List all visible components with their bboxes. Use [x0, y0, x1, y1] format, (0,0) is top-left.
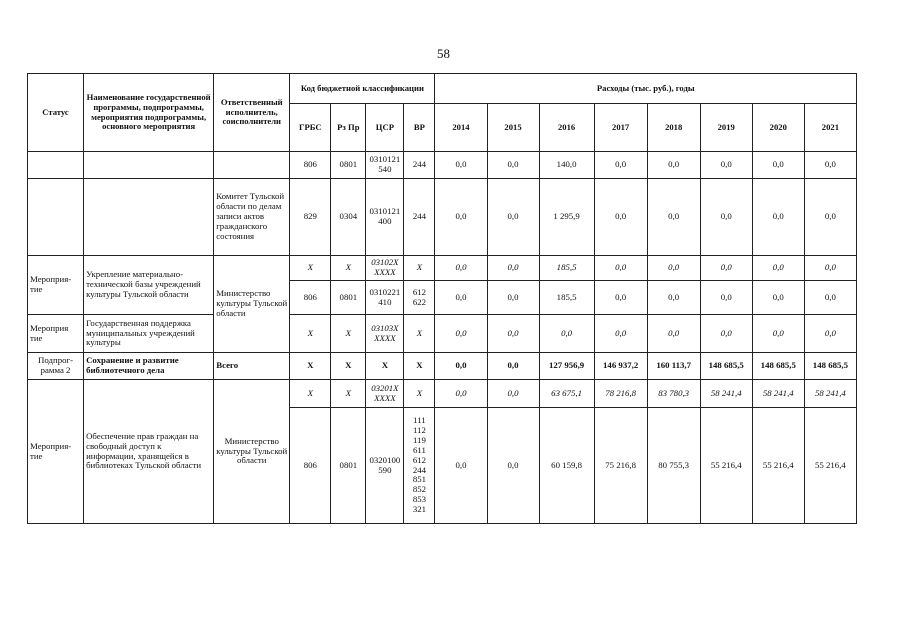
csr-cell: 0310121 540 [366, 152, 404, 179]
vr-cell: X [404, 353, 435, 380]
value-cell: 0,0 [435, 179, 487, 256]
value-cell: 0,0 [804, 281, 856, 315]
responsible-cell [214, 152, 290, 179]
csr-cell: X [366, 353, 404, 380]
table-row [28, 380, 857, 408]
header-year: 2014 [435, 104, 487, 152]
value-cell: 55 216,4 [700, 408, 752, 524]
value-cell: 0,0 [647, 315, 700, 353]
vr-code: 111 [413, 415, 426, 426]
name-cell: Государственная поддержка муниципальных учреждений культуры [84, 315, 214, 353]
value-cell: 55 216,4 [804, 408, 856, 524]
value-cell: 58 241,4 [700, 380, 752, 408]
status-cell: Мероприя-тие [28, 256, 84, 315]
table-row [28, 256, 857, 281]
value-cell: 0,0 [435, 256, 487, 281]
rzpr-cell: X [331, 256, 366, 281]
value-cell: 0,0 [594, 179, 647, 256]
vr-cell: X [404, 256, 435, 281]
value-cell: 83 780,3 [647, 380, 700, 408]
responsible-cell: Всего [214, 353, 290, 380]
csr-cell: 0310121 400 [366, 179, 404, 256]
vr-code: 244 [412, 464, 427, 475]
value-cell: 0,0 [647, 179, 700, 256]
value-cell: 0,0 [804, 315, 856, 353]
name-cell [84, 152, 214, 179]
value-cell: 160 113,7 [647, 353, 700, 380]
vr-cell: X [404, 315, 435, 353]
value-cell: 0,0 [700, 315, 752, 353]
value-cell: 0,0 [804, 256, 856, 281]
header-year: 2017 [594, 104, 647, 152]
grbs-cell: 806 [290, 408, 331, 524]
header-year: 2016 [539, 104, 594, 152]
grbs-cell: X [290, 315, 331, 353]
header-status: Статус [28, 74, 84, 152]
rzpr-cell: X [331, 315, 366, 353]
rzpr-cell: X [331, 380, 366, 408]
value-cell: 0,0 [487, 380, 539, 408]
responsible-cell: Министерство культуры Тульской области [214, 256, 290, 353]
value-cell: 185,5 [539, 256, 594, 281]
value-cell: 146 937,2 [594, 353, 647, 380]
value-cell: 0,0 [594, 281, 647, 315]
value-cell: 58 241,4 [752, 380, 804, 408]
value-cell: 148 685,5 [804, 353, 856, 380]
value-cell: 0,0 [594, 315, 647, 353]
value-cell: 0,0 [804, 152, 856, 179]
vr-code: 611 [412, 444, 426, 455]
table-row [28, 353, 857, 380]
value-cell: 0,0 [487, 256, 539, 281]
vr-cell: 244 [404, 179, 435, 256]
value-cell: 0,0 [487, 353, 539, 380]
header-budget-code: Код бюджетной классификации [290, 74, 435, 104]
value-cell: 0,0 [487, 281, 539, 315]
value-cell: 58 241,4 [804, 380, 856, 408]
value-cell: 0,0 [752, 281, 804, 315]
name-cell: Сохранение и развитие библиотечного дела [84, 353, 214, 380]
status-cell: Мероприя тие [28, 315, 84, 353]
value-cell: 0,0 [647, 152, 700, 179]
responsible-cell: Комитет Тульской области по делам записи актов гражданского состояния [214, 179, 290, 256]
vr-list-cell [404, 408, 435, 524]
vr-code: 612 [412, 454, 427, 465]
rzpr-cell: 0801 [331, 152, 366, 179]
value-cell: 0,0 [435, 380, 487, 408]
value-cell: 0,0 [435, 281, 487, 315]
table-row [28, 179, 857, 256]
value-cell: 0,0 [487, 152, 539, 179]
value-cell: 0,0 [752, 256, 804, 281]
value-cell: 0,0 [647, 256, 700, 281]
grbs-cell: 829 [290, 179, 331, 256]
name-cell: Обеспечение прав граждан на свободный доступ к информации, хранящейся в библиотеках Тульской области [84, 380, 214, 524]
value-cell: 0,0 [435, 315, 487, 353]
vr-code: 119 [412, 434, 426, 445]
status-cell [28, 152, 84, 179]
value-cell: 185,5 [539, 281, 594, 315]
header-year: 2015 [487, 104, 539, 152]
responsible-cell: Министерство культуры Тульской области [214, 380, 290, 524]
header-year: 2021 [804, 104, 856, 152]
rzpr-cell: X [331, 353, 366, 380]
table-row [28, 152, 857, 179]
value-cell: 0,0 [487, 408, 539, 524]
header-rzpr: Рз Пр [331, 104, 366, 152]
value-cell: 0,0 [594, 152, 647, 179]
rzpr-cell: 0801 [331, 408, 366, 524]
value-cell: 127 956,9 [539, 353, 594, 380]
page-number: 58 [437, 46, 450, 61]
vr-cell: 244 [404, 152, 435, 179]
value-cell: 0,0 [435, 408, 487, 524]
value-cell: 140,0 [539, 152, 594, 179]
value-cell: 0,0 [700, 179, 752, 256]
header-year: 2019 [700, 104, 752, 152]
header-row-1 [28, 74, 857, 104]
value-cell: 0,0 [752, 315, 804, 353]
rzpr-cell: 0304 [331, 179, 366, 256]
value-cell: 148 685,5 [752, 353, 804, 380]
grbs-cell: 806 [290, 281, 331, 315]
header-year: 2018 [647, 104, 700, 152]
status-cell: Подпрог-рамма 2 [28, 353, 84, 380]
value-cell: 63 675,1 [539, 380, 594, 408]
vr-code: 851 [412, 474, 427, 485]
value-cell: 0,0 [752, 179, 804, 256]
vr-code: 852 [412, 484, 427, 495]
value-cell: 0,0 [804, 179, 856, 256]
name-cell: Укрепление материально-технической базы учреждений культуры Тульской области [84, 256, 214, 315]
table-row [28, 315, 857, 353]
value-cell: 0,0 [647, 281, 700, 315]
value-cell: 75 216,8 [594, 408, 647, 524]
csr-cell: 0310221 410 [366, 281, 404, 315]
value-cell: 78 216,8 [594, 380, 647, 408]
value-cell: 60 159,8 [539, 408, 594, 524]
grbs-cell: X [290, 256, 331, 281]
value-cell: 0,0 [539, 315, 594, 353]
vr-code: 853 [412, 494, 427, 505]
value-cell: 80 755,3 [647, 408, 700, 524]
grbs-cell: 806 [290, 152, 331, 179]
vr-code: 112 [412, 425, 426, 436]
csr-cell: 0320100 590 [366, 408, 404, 524]
vr-code: 321 [412, 503, 427, 514]
header-expenses: Расходы (тыс. руб.), годы [435, 74, 857, 104]
csr-cell: 03103X XXXX [366, 315, 404, 353]
value-cell: 0,0 [435, 353, 487, 380]
status-cell: Мероприя-тие [28, 380, 84, 524]
value-cell: 0,0 [700, 256, 752, 281]
value-cell: 0,0 [700, 152, 752, 179]
csr-cell: 03201X XXXX [366, 380, 404, 408]
grbs-cell: X [290, 380, 331, 408]
value-cell: 0,0 [435, 152, 487, 179]
budget-table [27, 73, 857, 524]
header-name: Наименование государственной программы, подпрограммы, мероприятия подпрограммы, основного мероприятия [84, 74, 214, 152]
value-cell: 0,0 [487, 315, 539, 353]
csr-cell: 03102X XXXX [366, 256, 404, 281]
value-cell: 0,0 [594, 256, 647, 281]
vr-cell: X [404, 380, 435, 408]
name-cell [84, 179, 214, 256]
value-cell: 0,0 [487, 179, 539, 256]
header-year: 2020 [752, 104, 804, 152]
header-csr: ЦСР [366, 104, 404, 152]
vr-cell: 612 622 [404, 281, 435, 315]
header-vr: ВР [404, 104, 435, 152]
header-grbs: ГРБС [290, 104, 331, 152]
header-responsible: Ответственный исполнитель, соисполнители [214, 74, 290, 152]
grbs-cell: X [290, 353, 331, 380]
rzpr-cell: 0801 [331, 281, 366, 315]
value-cell: 0,0 [700, 281, 752, 315]
value-cell: 148 685,5 [700, 353, 752, 380]
value-cell: 1 295,9 [539, 179, 594, 256]
status-cell [28, 179, 84, 256]
value-cell: 55 216,4 [752, 408, 804, 524]
value-cell: 0,0 [752, 152, 804, 179]
